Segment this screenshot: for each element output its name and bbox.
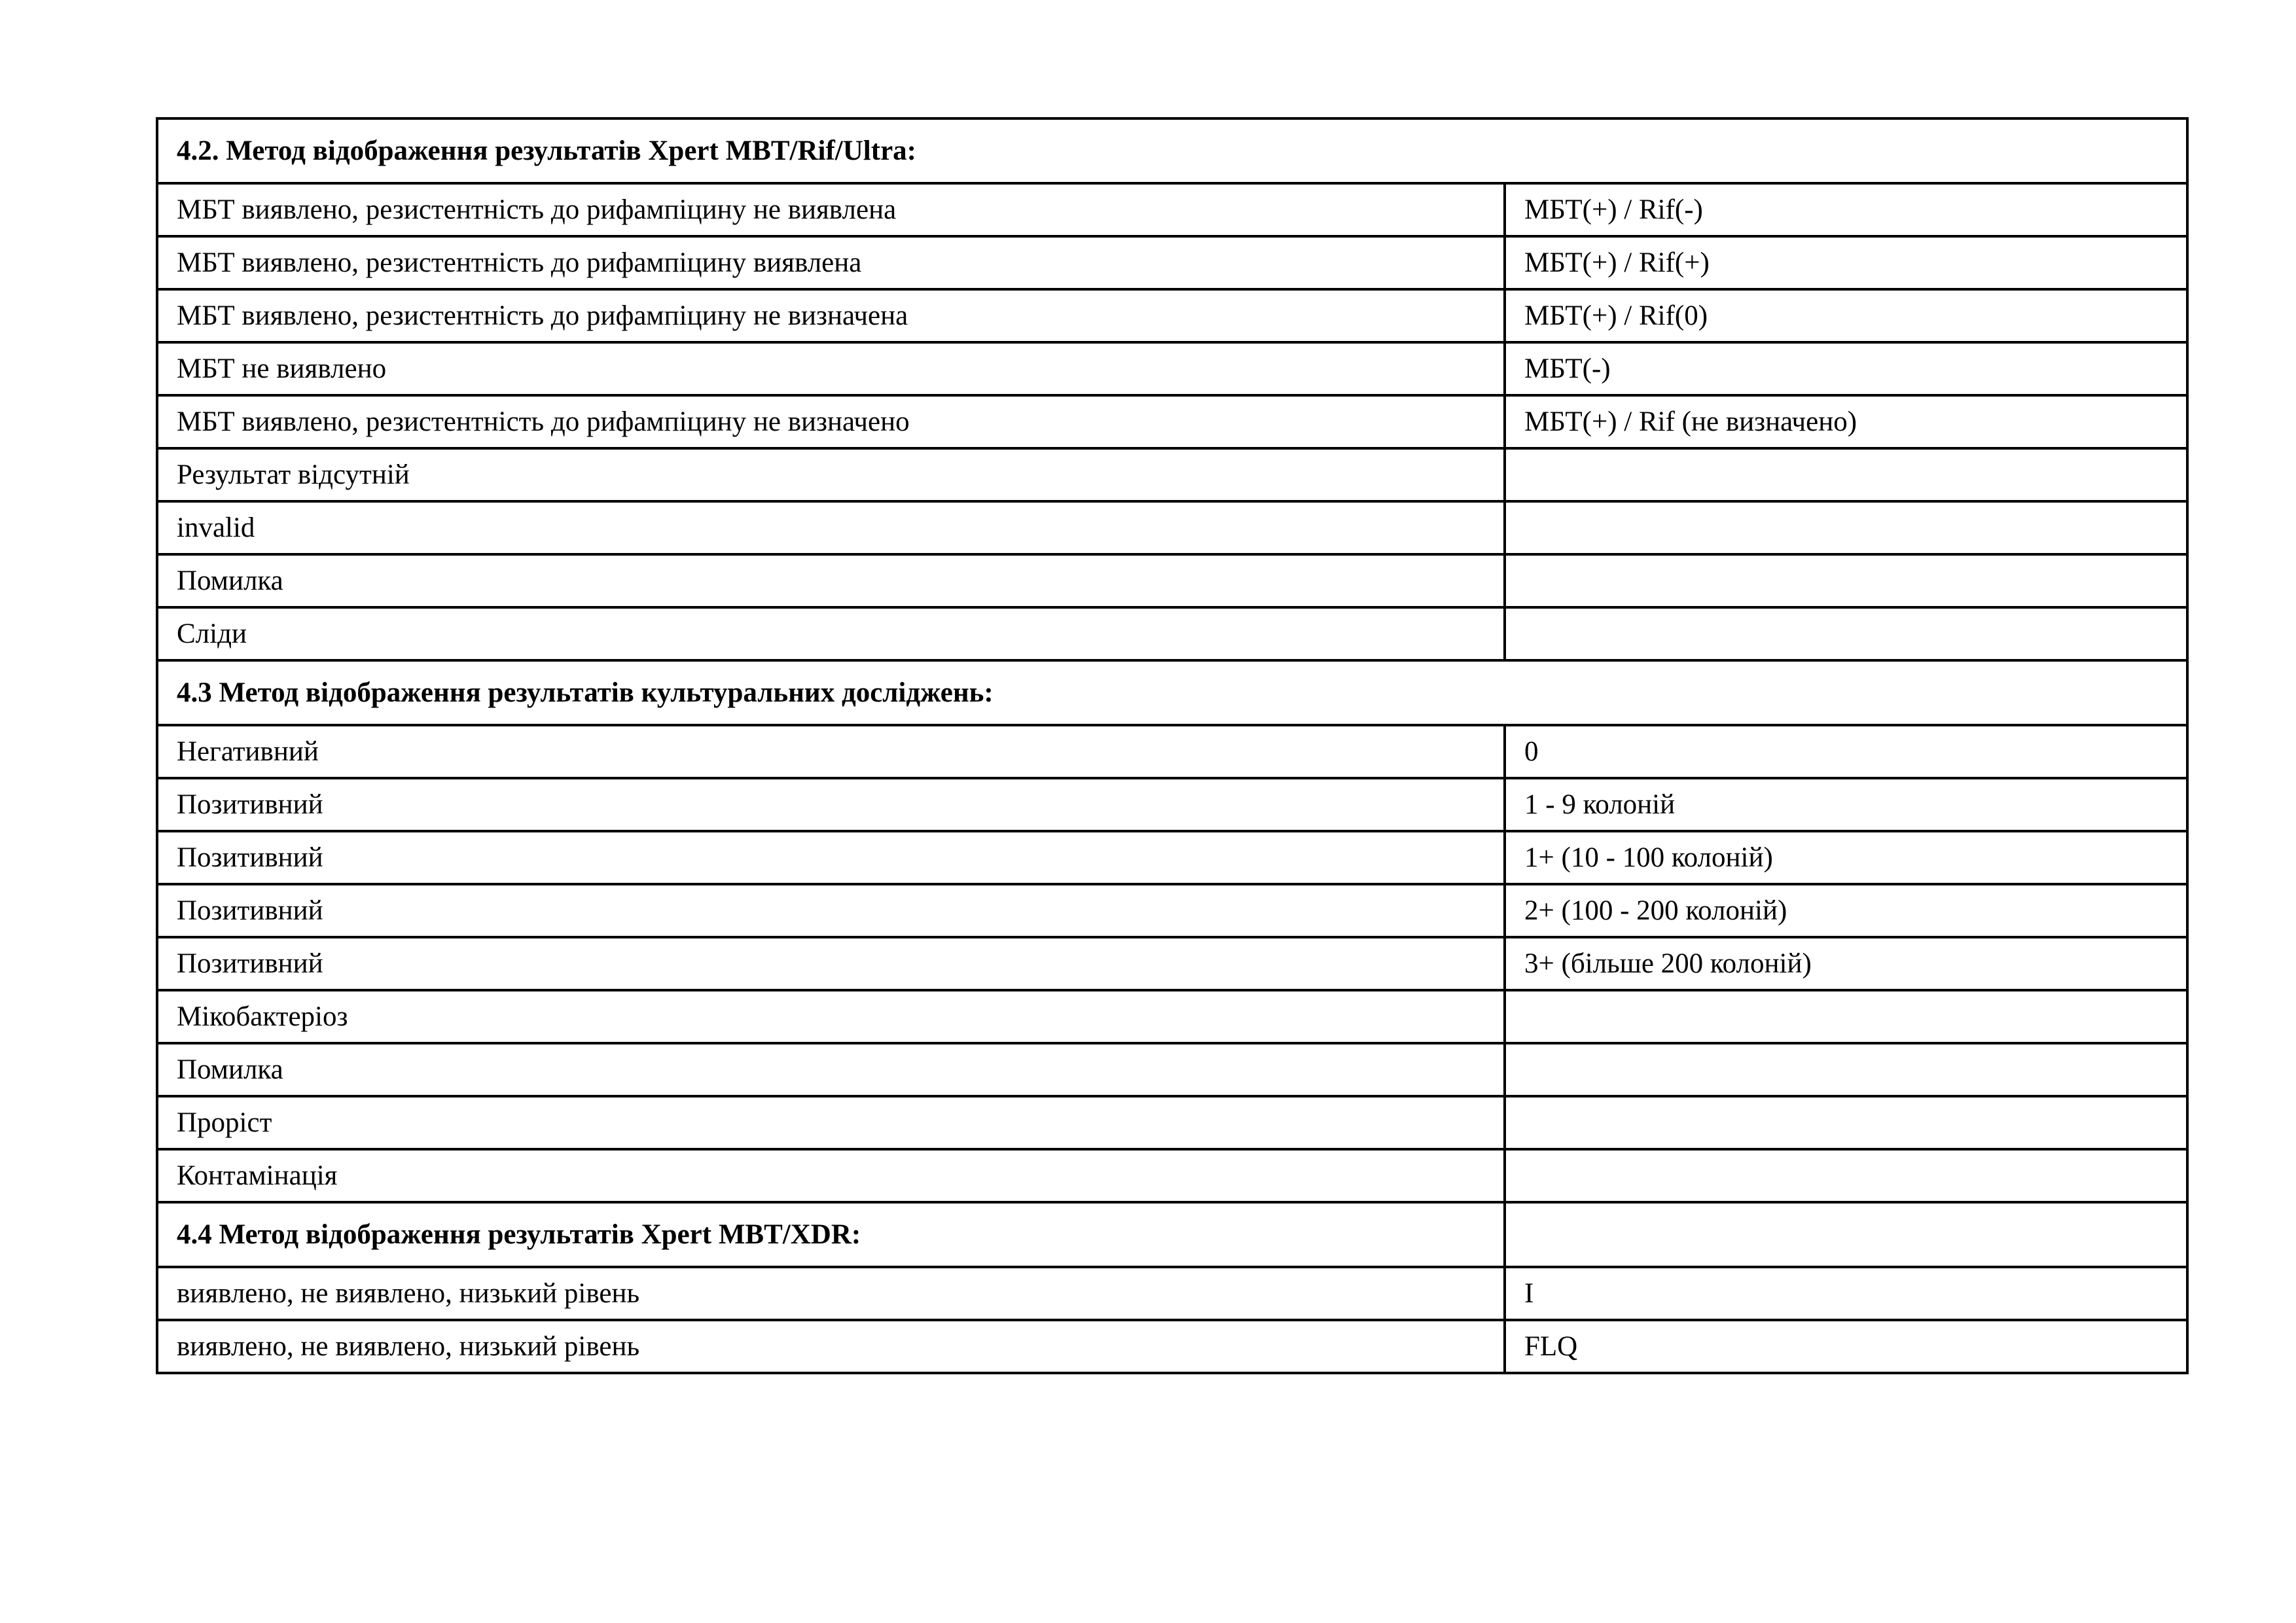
results-method-table bbox=[156, 117, 2189, 1374]
table-row bbox=[157, 1096, 2187, 1149]
result-label-cell: МБТ виявлено, резистентність до рифампіцину не визначено bbox=[157, 395, 1505, 448]
result-label-cell: Помилка bbox=[157, 1043, 1505, 1096]
table-row bbox=[157, 289, 2187, 342]
table-body bbox=[157, 118, 2187, 1373]
table-row bbox=[157, 1149, 2187, 1202]
result-label-cell: Негативний bbox=[157, 725, 1505, 778]
table-row bbox=[157, 884, 2187, 937]
result-label-cell: Позитивний bbox=[157, 831, 1505, 884]
result-label-cell: виявлено, не виявлено, низький рівень bbox=[157, 1320, 1505, 1373]
table-row bbox=[157, 395, 2187, 448]
result-label-cell: invalid bbox=[157, 501, 1505, 554]
section-title: 4.3 Метод відображення результатів культуральних досліджень: bbox=[157, 660, 2187, 725]
result-code-cell: МБТ(-) bbox=[1505, 342, 2187, 395]
result-code-cell bbox=[1505, 554, 2187, 607]
result-label-cell: Позитивний bbox=[157, 884, 1505, 937]
result-code-cell bbox=[1505, 448, 2187, 501]
result-code-cell: МБТ(+) / Rif(0) bbox=[1505, 289, 2187, 342]
result-label-cell: Проріст bbox=[157, 1096, 1505, 1149]
result-code-cell bbox=[1505, 501, 2187, 554]
result-label-cell: Результат відсутній bbox=[157, 448, 1505, 501]
result-code-cell bbox=[1505, 1096, 2187, 1149]
result-label-cell: Контамінація bbox=[157, 1149, 1505, 1202]
table-row bbox=[157, 236, 2187, 289]
result-code-cell bbox=[1505, 1043, 2187, 1096]
result-code-cell bbox=[1505, 990, 2187, 1043]
result-code-cell: 0 bbox=[1505, 725, 2187, 778]
result-label-cell: МБТ виявлено, резистентність до рифампіцину виявлена bbox=[157, 236, 1505, 289]
section-title: 4.2. Метод відображення результатів Xpert MBT/Rif/Ultra: bbox=[157, 118, 2187, 183]
table-row bbox=[157, 831, 2187, 884]
table-row bbox=[157, 1320, 2187, 1373]
result-code-cell: МБТ(+) / Rif(+) bbox=[1505, 236, 2187, 289]
result-code-cell: FLQ bbox=[1505, 1320, 2187, 1373]
section-title: 4.4 Метод відображення результатів Xpert MBT/XDR: bbox=[157, 1202, 1505, 1267]
table-row bbox=[157, 937, 2187, 990]
table-row bbox=[157, 1043, 2187, 1096]
table-row bbox=[157, 448, 2187, 501]
table-row bbox=[157, 607, 2187, 660]
result-label-cell: Позитивний bbox=[157, 778, 1505, 831]
section-header-row bbox=[157, 660, 2187, 725]
table-row bbox=[157, 990, 2187, 1043]
result-label-cell: МБТ виявлено, резистентність до рифампіцину не визначена bbox=[157, 289, 1505, 342]
result-code-cell bbox=[1505, 1149, 2187, 1202]
table-row bbox=[157, 778, 2187, 831]
table-row bbox=[157, 1267, 2187, 1320]
table-row bbox=[157, 342, 2187, 395]
result-code-cell: 1+ (10 - 100 колоній) bbox=[1505, 831, 2187, 884]
table-row bbox=[157, 725, 2187, 778]
result-code-cell: 2+ (100 - 200 колоній) bbox=[1505, 884, 2187, 937]
result-label-cell: Позитивний bbox=[157, 937, 1505, 990]
result-code-cell: 1 - 9 колоній bbox=[1505, 778, 2187, 831]
result-label-cell: виявлено, не виявлено, низький рівень bbox=[157, 1267, 1505, 1320]
section-title-empty-cell bbox=[1505, 1202, 2187, 1267]
result-label-cell: МБТ не виявлено bbox=[157, 342, 1505, 395]
result-code-cell: МБТ(+) / Rif(-) bbox=[1505, 183, 2187, 236]
result-code-cell: I bbox=[1505, 1267, 2187, 1320]
table-row bbox=[157, 183, 2187, 236]
result-label-cell: Сліди bbox=[157, 607, 1505, 660]
result-label-cell: Мікобактеріоз bbox=[157, 990, 1505, 1043]
result-code-cell bbox=[1505, 607, 2187, 660]
result-code-cell: 3+ (більше 200 колоній) bbox=[1505, 937, 2187, 990]
result-code-cell: МБТ(+) / Rif (не визначено) bbox=[1505, 395, 2187, 448]
result-label-cell: МБТ виявлено, резистентність до рифампіцину не виявлена bbox=[157, 183, 1505, 236]
section-header-row bbox=[157, 118, 2187, 183]
section-header-row bbox=[157, 1202, 2187, 1267]
result-label-cell: Помилка bbox=[157, 554, 1505, 607]
table-row bbox=[157, 554, 2187, 607]
table-row bbox=[157, 501, 2187, 554]
